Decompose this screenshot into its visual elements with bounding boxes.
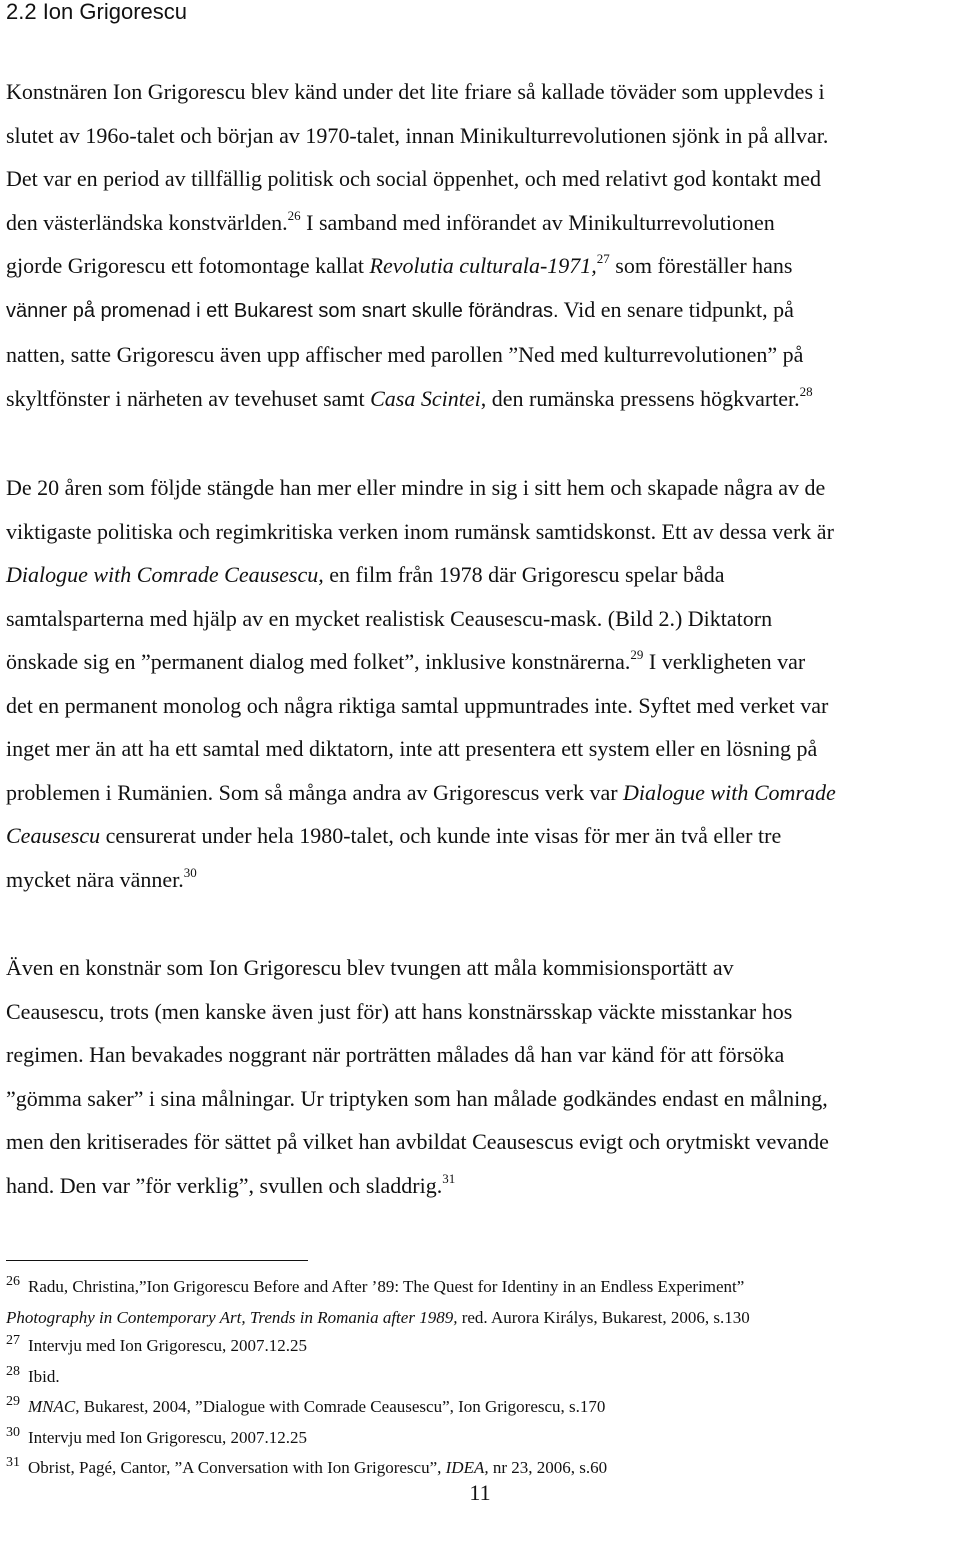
footnote-number: 28 [6, 1363, 20, 1379]
paragraph-line [6, 553, 956, 597]
work-title: Ceausescu [6, 823, 101, 848]
footnote-text: Radu, Christina,”Ion Grigorescu Before and After ’89: The Quest for Identiny in an Endless Experiment” [28, 1277, 745, 1296]
paragraph-line: men den kritiserades för sättet på vilket han avbildat Ceausescus evigt och orytmiskt vevande [6, 1129, 829, 1154]
paragraph-line [6, 1033, 956, 1077]
text-run: regimen. [6, 1042, 84, 1067]
paragraph-line: Konstnären Ion Grigorescu blev känd under det lite friare så kallade töväder som upplevdes i [6, 79, 825, 104]
footnote-text: Ibid. [28, 1366, 60, 1386]
text-run: mycket nära vänner. [6, 866, 184, 892]
footnote-text: Intervju med Ion Grigorescu, 2007.12.25 [28, 1336, 308, 1355]
footnote-number: 30 [6, 1424, 20, 1440]
paragraph-line [6, 640, 956, 684]
paragraph-line: Det var en period av tillfällig politisk och social öppenhet, och med relativt god kontakt med [6, 166, 822, 191]
paragraph-line [6, 684, 956, 728]
footnote-number: 26 [6, 1274, 20, 1289]
footnote-26 [6, 1273, 956, 1304]
place-name: Casa Scintei [370, 385, 481, 411]
footnote-text: red. Aurora Királys, Bukarest, 2006, s.130 [457, 1307, 750, 1327]
text-run: en film från 1978 där Grigorescu spelar båda [323, 562, 725, 587]
paragraph-line [6, 377, 956, 421]
text-run: skyltfönster i närheten av tevehuset samt [6, 385, 371, 411]
text-run: ”gömma saker” i sina målningar. [6, 1085, 295, 1111]
text-run: Ett av dessa verk är [656, 518, 834, 544]
footnote-ref-29[interactable]: 29 [630, 647, 644, 662]
page-number: 11 [469, 1480, 491, 1505]
footnote-ref-28[interactable]: 28 [799, 383, 813, 399]
paragraph-line [6, 201, 956, 245]
footnote-separator [6, 1260, 308, 1261]
text-run: det en permanent monolog och några riktiga samtal uppmuntrades inte. [6, 692, 633, 718]
footnote-28 [6, 1363, 956, 1394]
footnote-ref-27[interactable]: 27 [596, 251, 610, 266]
text-run: Som så många andra av Grigorescus verk var [213, 779, 624, 805]
paragraph-line [6, 814, 956, 858]
footnote-text: , Bukarest, 2004, ”Dialogue with Comrade Ceausescu”, Ion Grigorescu, s.170 [75, 1397, 606, 1416]
section-heading: 2.2 Ion Grigorescu [6, 0, 187, 24]
paragraph-line: natten, satte Grigorescu även upp affischer med parollen ”Ned med kulturrevolutionen” på [6, 342, 804, 367]
text-run: gjorde Grigorescu ett fotomontage kallat [6, 253, 370, 278]
paragraph-line [6, 1077, 956, 1121]
footnote-number: 29 [6, 1394, 20, 1409]
paragraph-line: Ceausescu, trots (men kanske även just för) att hans konstnärsskap väckte misstankar hos [6, 998, 793, 1024]
paragraph-line [6, 771, 956, 815]
footnote-30 [6, 1424, 956, 1455]
text-run: censurerat under hela 1980-talet, och kunde inte visas för mer än två eller tre [100, 823, 782, 848]
footnote-publication: IDEA, [445, 1458, 489, 1477]
footnote-text: nr 23, 2006, s.60 [488, 1458, 608, 1477]
paragraph-1 [6, 70, 956, 420]
paragraph-line [6, 858, 956, 902]
text-run: Ur triptyken som han målade godkändes endast en målning, [294, 1085, 828, 1111]
footnote-ref-30[interactable]: 30 [183, 864, 197, 880]
footnote-ref-31[interactable]: 31 [442, 1170, 456, 1186]
text-run: , den rumänska pressens högkvarter. [480, 385, 800, 411]
text-run: vänner på promenad i ett Bukarest som snart skulle förändras. [6, 299, 559, 322]
footnote-text: Obrist, Pagé, Cantor, ”A Conversation with Ion Grigorescu”, [28, 1458, 446, 1477]
text-run: som föreställer hans [609, 253, 793, 278]
text-run: Syftet med verket var [632, 692, 829, 718]
paragraph-line: slutet av 196o-talet och början av 1970-talet, innan Minikulturrevolutionen sjönk in på allvar. [6, 122, 829, 148]
footnote-publication: MNAC [28, 1397, 76, 1416]
text-run: hand. Den var ”för verklig”, svullen och sladdrig. [6, 1172, 443, 1198]
text-run: I samband med införandet av Minikulturrevolutionen [300, 209, 775, 235]
paragraph-line [6, 288, 956, 334]
paragraph-line: inget mer än att ha ett samtal med diktatorn, inte att presentera ett system eller en lösning på [6, 736, 818, 761]
text-run: Vid en senare tidpunkt, på [558, 296, 794, 322]
footnote-ref-26[interactable]: 26 [287, 207, 301, 223]
work-title: Dialogue with Comrade [623, 779, 836, 805]
work-title: Dialogue with Comrade Ceausescu, [6, 562, 324, 587]
footnote-number: 27 [6, 1333, 20, 1348]
text-run: den västerländska konstvärlden. [6, 209, 288, 235]
footnote-text: Intervju med Ion Grigorescu, 2007.12.25 [28, 1427, 308, 1447]
text-run: Han bevakades noggrant när porträtten målades då han var känd för att försöka [83, 1042, 785, 1067]
paragraph-2 [6, 466, 956, 901]
text-run: viktigaste politiska och regimkritiska verken inom rumänsk samtidskonst. [6, 518, 657, 544]
footnotes [6, 1273, 956, 1485]
paragraph-line [6, 510, 956, 554]
paragraph-line: De 20 åren som följde stängde han mer eller mindre in sig i sitt hem och skapade några av de [6, 475, 826, 500]
text-run: I verkligheten var [643, 649, 806, 674]
work-title: Revolutia culturala-1971, [369, 253, 597, 278]
footnote-26-continued [6, 1304, 956, 1333]
footnote-29 [6, 1393, 956, 1424]
paragraph-3 [6, 946, 956, 1207]
paragraph-line [6, 1164, 956, 1208]
footnote-publication: Photography in Contemporary Art, Trends in Romania after 1989, [6, 1307, 458, 1327]
text-run: önskade sig en ”permanent dialog med folket”, inklusive konstnärerna. [6, 649, 631, 674]
footnote-27 [6, 1332, 956, 1363]
paragraph-line [6, 244, 956, 288]
paragraph-line: Även en konstnär som Ion Grigorescu blev tvungen att måla kommisionsportätt av [6, 955, 734, 980]
footnote-number: 31 [6, 1455, 20, 1470]
text-run: problemen i Rumänien. [6, 779, 214, 805]
paragraph-line: samtalsparterna med hjälp av en mycket realistisk Ceausescu-mask. (Bild 2.) Diktatorn [6, 605, 773, 631]
